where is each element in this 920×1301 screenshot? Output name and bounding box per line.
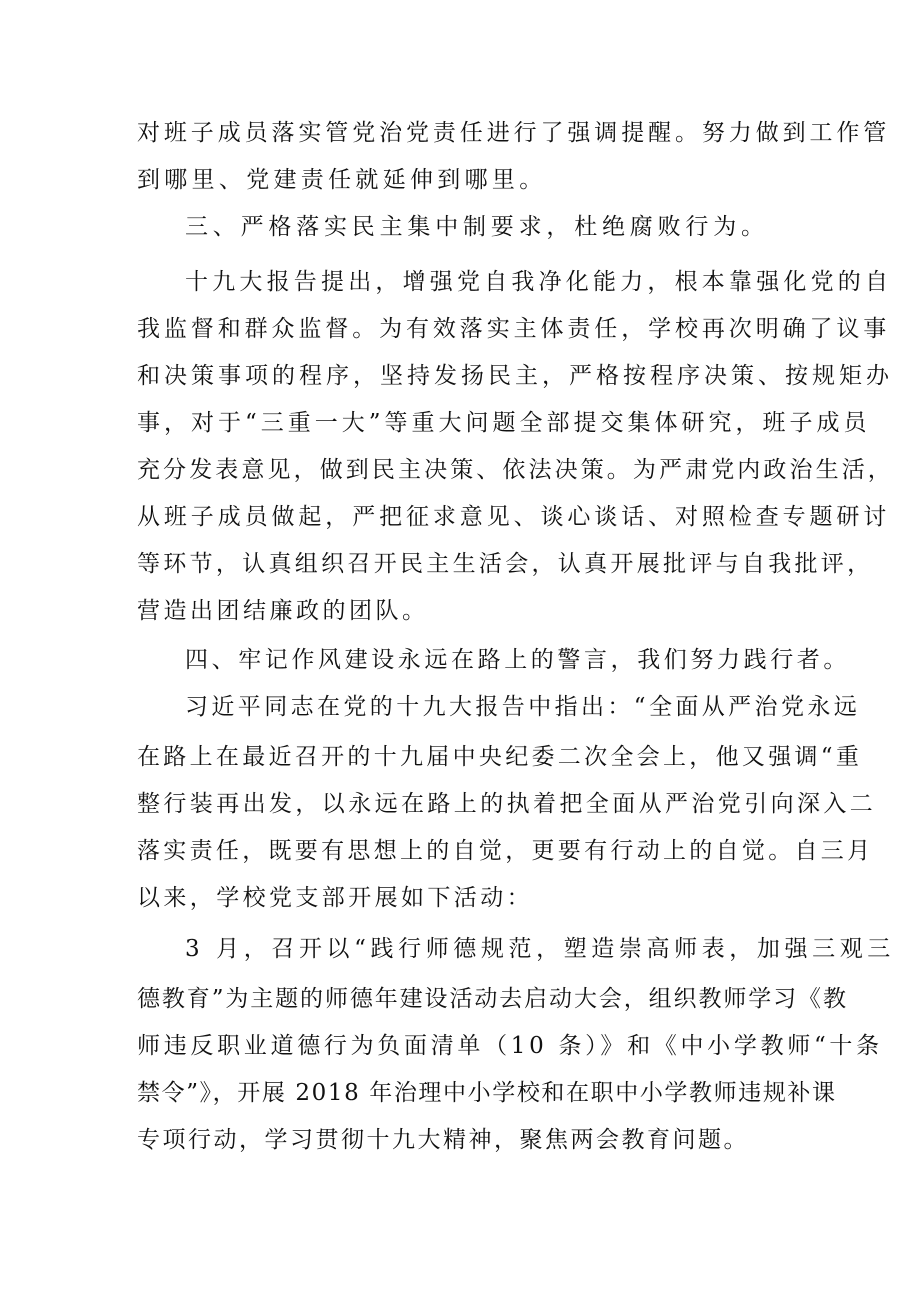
text-line: 在路上在最近召开的十九届中央纪委二次全会上，他又强调“重 [137,744,863,770]
section-heading: 四、牢记作风建设永远在路上的警言，我们努力践行者。 [185,647,850,673]
text-line: 落实责任，既要有思想上的自觉，更要有行动上的自觉。自三月 [137,838,874,864]
section-heading: 三、严格落实民主集中制要求，杜绝腐败行为。 [185,214,769,240]
text-line: 整行装再出发，以永远在路上的执着把全面从严治党引向深入二 [137,791,877,817]
text-line: 3 月，召开以“践行师德规范，塑造崇高师表，加强三观三 [185,936,895,962]
text-line: 德教育”为主题的师德年建设活动去启动大会，组织教师学习《教 [137,986,848,1012]
text-line: 禁令”》，开展 2018 年治理中小学校和在职中小学教师违规补课 [137,1080,837,1106]
text-line: 以来，学校党支部开展如下活动： [137,885,533,911]
text-line: 十九大报告提出，增强党自我净化能力，根本靠强化党的自 [185,269,893,295]
text-line: 对班子成员落实管党治党责任进行了强调提醒。努力做到工作管 [137,120,891,146]
text-line: 和决策事项的程序，坚持发扬民主，严格按程序决策、按规矩办 [137,363,893,389]
text-line: 习近平同志在党的十九大报告中指出：“全面从严治党永远 [185,694,861,720]
text-line: 事，对于“三重一大”等重大问题全部提交集体研究，班子成员 [137,410,871,436]
text-line: 到哪里、党建责任就延伸到哪里。 [137,167,547,193]
text-line: 专项行动，学习贯彻十九大精神，聚焦两会教育问题。 [137,1127,749,1153]
text-line: 营造出团结廉政的团队。 [137,598,429,624]
text-line: 充分发表意见，做到民主决策、依法决策。为严肃党内政治生活， [137,457,894,483]
text-line: 师违反职业道德行为负面清单（10 条）》和《中小学教师“十条 [137,1033,883,1059]
text-line: 等环节，认真组织召开民主生活会，认真开展批评与自我批评， [137,551,874,577]
text-line: 从班子成员做起，严把征求意见、谈心谈话、对照检查专题研讨 [137,504,891,530]
text-line: 我监督和群众监督。为有效落实主体责任，学校再次明确了议事 [137,316,891,342]
